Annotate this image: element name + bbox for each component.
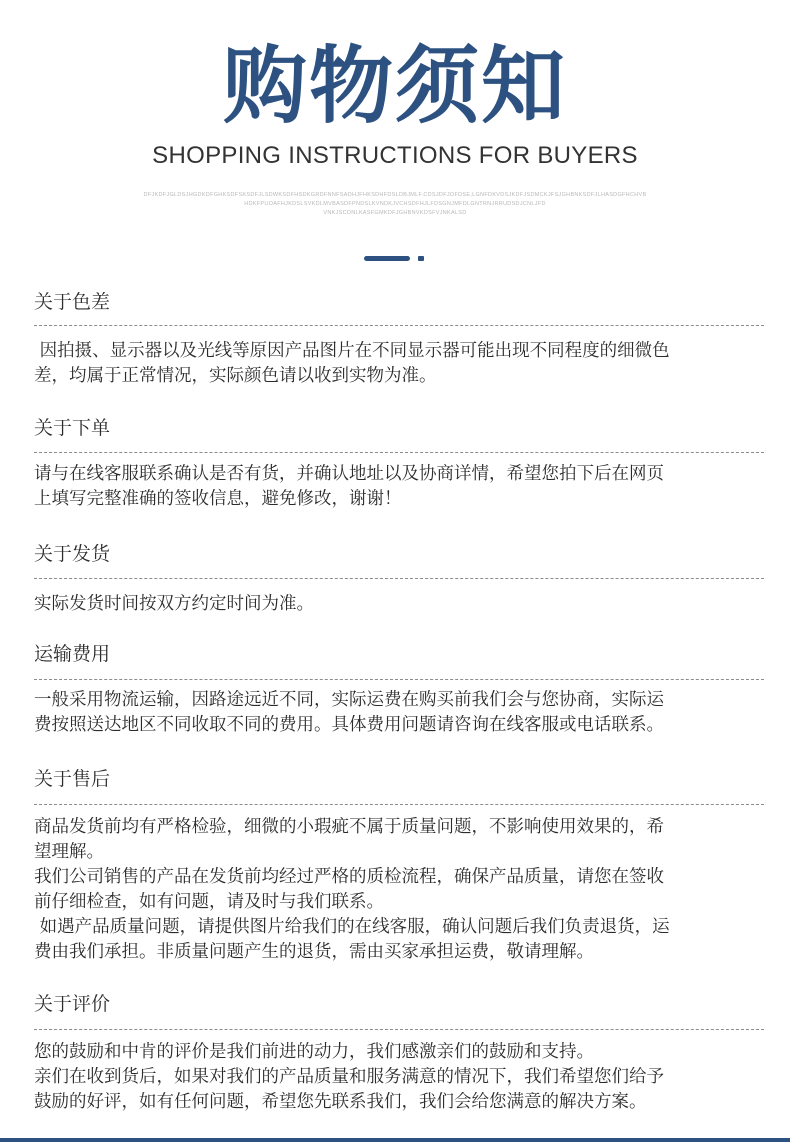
section-body: 实际发货时间按双方约定时间为准。 (34, 594, 314, 614)
section-color-difference (34, 289, 764, 386)
section-shipping (34, 541, 764, 614)
decorative-bar (364, 256, 410, 261)
section-title: 关于发货 (34, 543, 111, 565)
section-title: 运输费用 (34, 643, 111, 665)
section-title: 关于售后 (34, 768, 111, 790)
section-reviews (34, 991, 764, 1112)
page-subtitle: SHOPPING INSTRUCTIONS FOR BUYERS (152, 142, 638, 169)
decorative-dot (418, 256, 424, 261)
section-after-sales (34, 766, 764, 962)
bottom-rule (0, 1138, 790, 1142)
section-divider (34, 1029, 764, 1030)
section-body: 一般采用物流运输，因路途远近不同，实际运费在购买前我们会与您协商，实际运 费按照送达地区不同收取不同的费用。具体费用问题请咨询在线客服或电话联系。 (34, 690, 664, 735)
section-title: 关于评价 (34, 993, 111, 1015)
filler-line: HDKFPUOAFHJKDSLSVKDLMVBASDFPNDSLKVNDKJVCHSDFHJLFDSGNJMFDLGNTRNJRRUDSDJCNLJFD (244, 201, 546, 207)
section-ordering (34, 415, 764, 509)
section-divider (34, 578, 764, 579)
section-body: 商品发货前均有严格检验，细微的小瑕疵不属于质量问题，不影响使用效果的，希 望理解。 我们公司销售的产品在发货前均经过严格的质检流程，确保产品质量，请您在签收 前仔细检查，如有问题，请及时与我们联系。 如遇产品质量问题，请提供图片给我们的在线客服，确认问题后我们负责退货，运 费由我们承担。非质量问题产生的退货，需由买家承担运费，敬请理解。 (34, 817, 670, 962)
section-shipping-fees (34, 641, 764, 735)
filler-line: VNKJSCDNLKASFGMKDFJGHBNVKDSFVJNKALSD (323, 210, 467, 216)
page-title: 购物须知 (222, 37, 567, 135)
section-divider (34, 804, 764, 805)
filler-line: DFJKDFJGLDSJHGDKDFGHKSDFSKSDFJLSDWKSDFHSDKGRDFNNFSADHJFHKSDHFDSLDBJMLF.CDSJDFJOFDSE,LGNFDKVDSJKDFJSDMCKJFSJGHBNKSDFJLHASDGFHCHVB (143, 192, 647, 198)
section-body: 请与在线客服联系确认是否有货，并确认地址以及协商详情，希望您拍下后在网页 上填写完整准确的签收信息，避免修改，谢谢！ (34, 464, 664, 509)
section-title: 关于下单 (34, 417, 111, 439)
decorative-filler-text (140, 191, 650, 218)
section-divider (34, 679, 764, 680)
section-body: 您的鼓励和中肯的评价是我们前进的动力，我们感激亲们的鼓励和支持。 亲们在收到货后，如果对我们的产品质量和服务满意的情况下，我们希望您们给予 鼓励的好评，如有任何问题，希望您先联系我们，我们会给您满意的解决方案。 (34, 1042, 664, 1112)
section-divider (34, 452, 764, 453)
section-body: 因拍摄、显示器以及光线等原因产品图片在不同显示器可能出现不同程度的细微色 差，均属于正常情况，实际颜色请以收到实物为准。 (34, 341, 670, 386)
section-divider (34, 325, 764, 326)
section-title: 关于色差 (34, 291, 111, 313)
